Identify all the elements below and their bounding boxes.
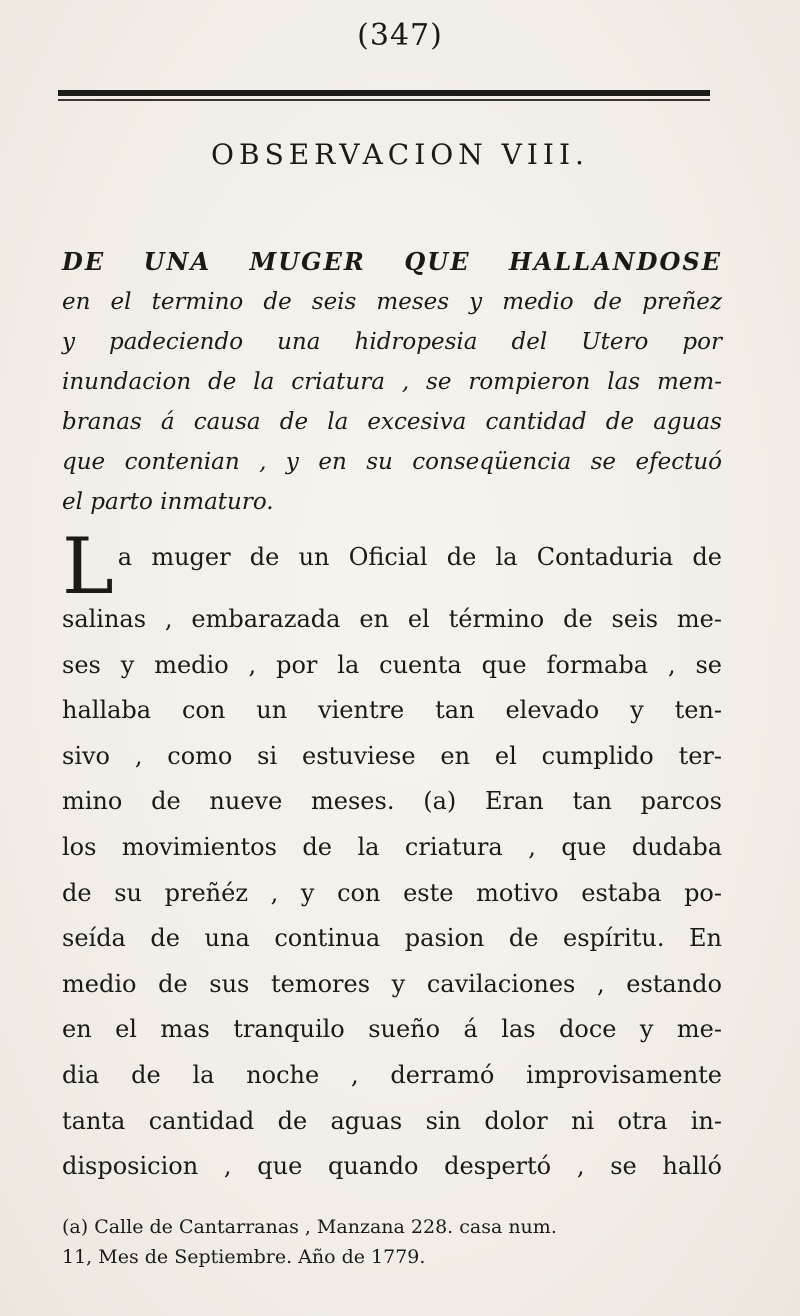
- title-line: y padeciendo una hidropesia del Utero por: [62, 329, 722, 355]
- body-line: sivo , como si estuviese en el cumplido ter-: [62, 741, 722, 770]
- title-line: el parto inmaturo.: [62, 489, 274, 515]
- body-line: de su preñéz , y con este motivo estaba po-: [62, 878, 722, 907]
- header-rule-thick: [58, 90, 710, 96]
- body-line: en el mas tranquilo sueño á las doce y me-: [62, 1015, 722, 1044]
- title-line: branas á causa de la excesiva cantidad de aguas: [62, 409, 722, 435]
- page-number: (347): [357, 18, 443, 53]
- body-line: a muger de un Oficial de la Contaduria de: [117, 543, 722, 571]
- title-line: en el termino de seis meses y medio de preñez: [62, 289, 722, 315]
- body-line: medio de sus temores y cavilaciones , estando: [62, 969, 722, 998]
- chapter-title: [62, 242, 722, 522]
- title-line: que contenian , y en su conseqüencia se efectuó: [62, 449, 722, 475]
- body-line: tanta cantidad de aguas sin dolor ni otra in-: [62, 1106, 722, 1135]
- body-line: dia de la noche , derramó improvisamente: [62, 1060, 722, 1089]
- drop-cap: L: [62, 522, 114, 612]
- section-heading: OBSERVACION VIII.: [211, 138, 589, 171]
- footnote-line: 11, Mes de Septiembre. Año de 1779.: [62, 1246, 426, 1268]
- footnote-line: (a) Calle de Cantarranas , Manzana 228. casa num.: [62, 1216, 557, 1238]
- header-rule-thin: [58, 99, 710, 101]
- body-line: salinas , embarazada en el término de seis me-: [62, 605, 722, 633]
- body-paragraph: [62, 522, 722, 1190]
- body-line: los movimientos de la criatura , que dudaba: [62, 832, 722, 861]
- footnote: [62, 1212, 742, 1272]
- body-line: seída de una continua pasion de espíritu. En: [62, 924, 722, 953]
- body-line: ses y medio , por la cuenta que formaba , se: [62, 650, 722, 679]
- body-line: disposicion , que quando despertó , se halló: [62, 1152, 722, 1181]
- title-lead: DE UNA MUGER QUE HALLANDOSE: [62, 247, 722, 276]
- body-line: mino de nueve meses. (a) Eran tan parcos: [62, 787, 722, 816]
- body-line: hallaba con un vientre tan elevado y ten-: [62, 696, 722, 725]
- title-line: inundacion de la criatura , se rompieron las mem-: [62, 369, 722, 395]
